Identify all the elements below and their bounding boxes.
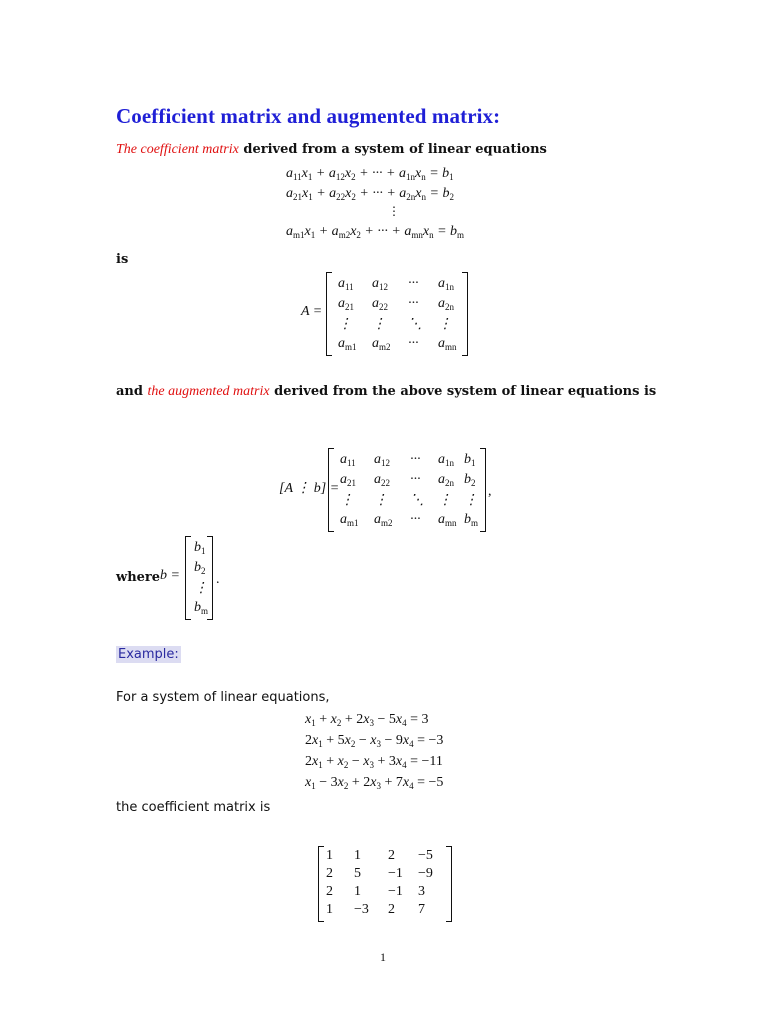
left-bracket	[318, 846, 324, 922]
matrix-cell: ⋮	[438, 317, 452, 332]
matrix-cell: $a_{2n}$	[438, 296, 454, 312]
b-vector-entry: $b_2$	[194, 560, 206, 576]
augmented-label: [A ⋮ b] =	[279, 481, 340, 496]
matrix-cell: $a_{22}$	[372, 296, 388, 312]
matrix-cell: $a_{m2}$	[372, 336, 391, 352]
matrix-cell: $a_{12}$	[374, 452, 390, 468]
matrix-cell: 1	[326, 848, 333, 863]
matrix-cell: ⋮	[438, 493, 452, 508]
matrix-cell: 5	[354, 866, 361, 881]
left-bracket	[328, 448, 334, 532]
coef-sentence: the coefficient matrix is	[116, 800, 271, 815]
matrix-cell: 1	[326, 902, 333, 917]
matrix-cell: ···	[408, 296, 419, 311]
matrix-cell: 2	[326, 884, 333, 899]
matrix-cell: $a_{mn}$	[438, 336, 457, 352]
general-system	[286, 166, 506, 246]
matrix-cell: −1	[388, 884, 403, 899]
example-eq-2: $2x_1 + 5x_2 - x_3 - 9x_4 = -3$	[305, 733, 444, 749]
b-label: b =	[160, 568, 180, 583]
matrix-cell: $a_{11}$	[338, 276, 354, 292]
b-vector	[185, 536, 213, 620]
matrix-cell: $a_{22}$	[374, 472, 390, 488]
augmented-rest: derived from the above system of linear equations is	[269, 384, 657, 399]
where-label: where	[116, 570, 161, 585]
matrix-cell: $a_{2n}$	[438, 472, 454, 488]
matrix-cell: $b_2$	[464, 472, 476, 488]
matrix-cell: $a_{11}$	[340, 452, 356, 468]
augmented-comma: ,	[488, 484, 492, 499]
matrix-cell: $a_{21}$	[340, 472, 356, 488]
example-system	[305, 712, 475, 796]
system-row-vdots: ⋮	[388, 204, 400, 218]
example-eq-3: $2x_1 + x_2 - x_3 + 3x_4 = -11$	[305, 754, 443, 770]
system-row-2: $a_{21}x_1 + a_{22}x_2$ + ··· + $a_{2n}x_n = b_2$	[286, 186, 454, 202]
matrix-cell: −5	[418, 848, 433, 863]
matrix-a	[326, 272, 468, 356]
matrix-cell: ···	[410, 472, 421, 487]
system-row-m: $a_{m1}x_1 + a_{m2}x_2$ + ··· + $a_{mn}x_n = b_m$	[286, 224, 465, 240]
matrix-cell: $a_{1n}$	[438, 276, 454, 292]
matrix-cell: ⋮	[372, 317, 386, 332]
augmented-matrix-term: the augmented matrix	[147, 384, 270, 399]
is-label: is	[116, 252, 129, 267]
matrix-cell: 2	[326, 866, 333, 881]
matrix-cell: 7	[418, 902, 425, 917]
example-eq-4: $x_1 - 3x_2 + 2x_3 + 7x_4 = -5$	[305, 775, 444, 791]
matrix-cell: ⋱	[408, 317, 422, 332]
augmented-matrix	[328, 448, 486, 532]
coefficient-matrix-term: The coefficient matrix	[116, 142, 239, 157]
right-bracket	[446, 846, 452, 922]
matrix-cell: −1	[388, 866, 403, 881]
example-intro: For a system of linear equations,	[116, 690, 330, 705]
matrix-cell: −9	[418, 866, 433, 881]
matrix-cell: ···	[408, 336, 419, 351]
matrix-cell: ···	[410, 512, 421, 527]
matrix-a-label: A =	[301, 304, 323, 319]
matrix-cell: $b_m$	[464, 512, 479, 528]
matrix-cell: $a_{m2}$	[374, 512, 393, 528]
and-word: and	[116, 384, 148, 399]
left-bracket	[185, 536, 191, 620]
matrix-cell: 1	[354, 848, 361, 863]
example-label: Example:	[118, 647, 179, 662]
intro-sentence	[116, 142, 547, 158]
augmented-sentence	[116, 384, 656, 400]
example-eq-1: $x_1 + x_2 + 2x_3 - 5x_4 = 3$	[305, 712, 429, 728]
matrix-cell: ⋮	[338, 317, 352, 332]
matrix-cell: −3	[354, 902, 369, 917]
matrix-cell: ···	[408, 276, 419, 291]
matrix-cell: ⋮	[340, 493, 354, 508]
right-bracket	[480, 448, 486, 532]
b-period: .	[216, 572, 220, 587]
right-bracket	[462, 272, 468, 356]
page-title: Coefficient matrix and augmented matrix:	[116, 104, 501, 128]
system-row-1: $a_{11}x_1 + a_{12}x_2$ + ··· + $a_{1n}x_n = b_1$	[286, 166, 454, 182]
matrix-cell: ···	[410, 452, 421, 467]
matrix-cell: ⋮	[374, 493, 388, 508]
matrix-cell: 2	[388, 848, 395, 863]
matrix-cell: $a_{m1}$	[340, 512, 359, 528]
matrix-cell: $a_{12}$	[372, 276, 388, 292]
coefficient-matrix	[318, 846, 452, 922]
b-vector-entry: ⋮	[194, 581, 208, 596]
matrix-cell: ⋮	[464, 493, 478, 508]
matrix-cell: $a_{21}$	[338, 296, 354, 312]
matrix-cell: $a_{mn}$	[438, 512, 457, 528]
left-bracket	[326, 272, 332, 356]
matrix-cell: $a_{1n}$	[438, 452, 454, 468]
matrix-cell: 3	[418, 884, 425, 899]
matrix-cell: ⋱	[410, 493, 424, 508]
b-vector-entry: $b_m$	[194, 600, 209, 616]
matrix-cell: $b_1$	[464, 452, 476, 468]
b-vector-entry: $b_1$	[194, 540, 206, 556]
page-number: 1	[380, 950, 386, 964]
intro-rest: derived from a system of linear equations	[238, 142, 547, 157]
matrix-cell: $a_{m1}$	[338, 336, 357, 352]
matrix-cell: 1	[354, 884, 361, 899]
matrix-cell: 2	[388, 902, 395, 917]
